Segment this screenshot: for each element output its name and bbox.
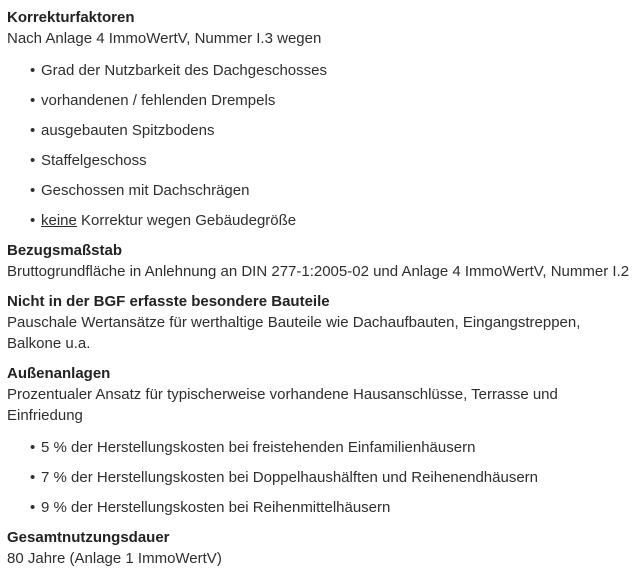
section-heading: Korrekturfaktoren	[7, 9, 135, 26]
section-intro: Prozentualer Ansatz für typischerweise vorhandene Hausanschlüsse, Terrasse und Einfriedung	[7, 386, 558, 424]
section-body: 80 Jahre (Anlage 1 ImmoWertV)	[7, 550, 222, 567]
section-heading: Gesamtnutzungsdauer	[7, 529, 170, 546]
section-bgf-bauteile	[7, 291, 631, 354]
list-item: • Staffelgeschoss	[30, 150, 631, 171]
section-intro: Nach Anlage 4 ImmoWertV, Nummer I.3 wegen	[7, 30, 322, 47]
list-item-text: Korrektur wegen Gebäudegröße	[76, 212, 297, 229]
section-heading: Außenanlagen	[7, 365, 111, 382]
list-item	[30, 210, 631, 231]
list-item: • 9 % der Herstellungskosten bei Reihenmittelhäusern	[30, 497, 631, 518]
section-heading: Bezugsmaßstab	[7, 242, 123, 259]
section-aussenanlagen	[7, 363, 631, 518]
section-body: Bruttogrundfläche in Anlehnung an DIN 277-1:2005-02 und Anlage 4 ImmoWertV, Nummer I.2	[7, 263, 630, 280]
underlined-word: keine	[41, 212, 77, 229]
bullet-list	[7, 437, 631, 518]
section-korrekturfaktoren	[7, 7, 631, 231]
bullet-list	[7, 60, 631, 231]
section-gesamtnutzungsdauer	[7, 527, 631, 569]
section-heading: Nicht in der BGF erfasste besondere Bauteile	[7, 293, 330, 310]
list-item: • Geschossen mit Dachschrägen	[30, 180, 631, 201]
list-item: • ausgebauten Spitzbodens	[30, 120, 631, 141]
section-bezugsmassstab	[7, 240, 631, 282]
list-item: • Grad der Nutzbarkeit des Dachgeschosses	[30, 60, 631, 81]
section-body: Pauschale Wertansätze für werthaltige Bauteile wie Dachaufbauten, Eingangstreppen, Balkone u.a.	[7, 314, 581, 352]
list-item: • vorhandenen / fehlenden Drempels	[30, 90, 631, 111]
list-item: • 5 % der Herstellungskosten bei freistehenden Einfamilienhäusern	[30, 437, 631, 458]
list-item: • 7 % der Herstellungskosten bei Doppelhaushälften und Reihenendhäusern	[30, 467, 631, 488]
